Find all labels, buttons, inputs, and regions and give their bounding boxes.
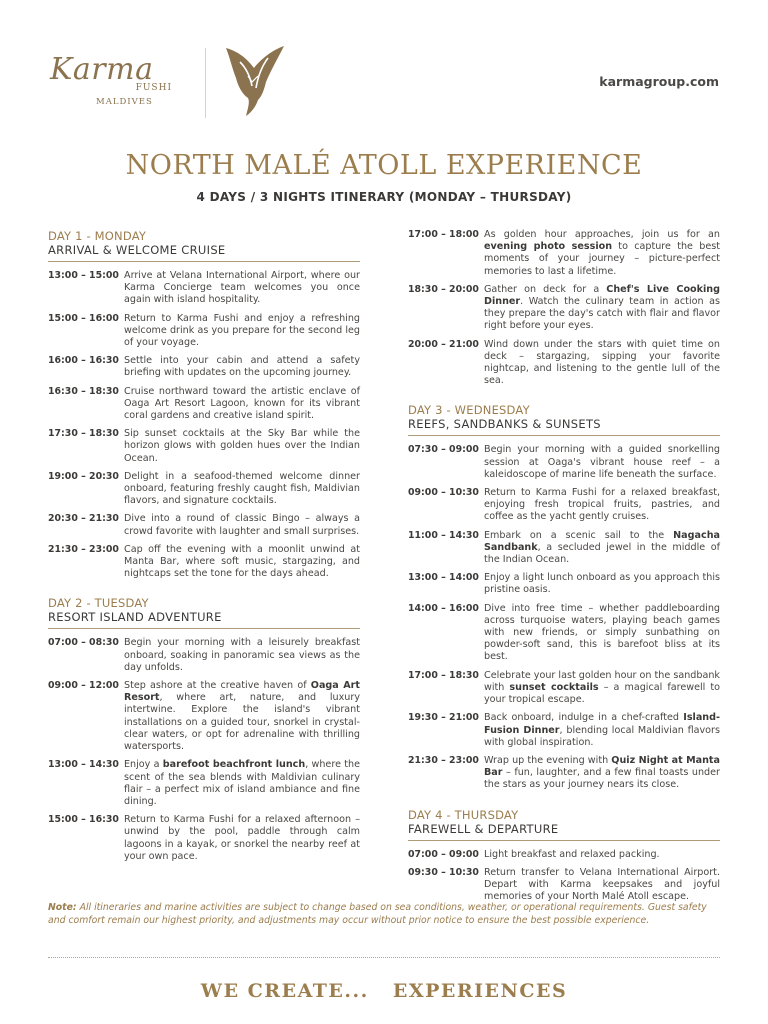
- itinerary-row: [408, 487, 720, 524]
- itinerary-row: [408, 339, 720, 388]
- description-text: Celebrate your last golden hour on the sandbank with: [484, 669, 720, 693]
- day-subtitle: RESORT ISLAND ADVENTURE: [48, 610, 222, 625]
- itinerary-time: 13:00 – 14:30: [48, 759, 119, 771]
- description-text: Gather on deck for a: [484, 283, 607, 295]
- itinerary-row: [48, 544, 360, 581]
- itinerary-row: [408, 572, 720, 596]
- day-subtitle: FAREWELL & DEPARTURE: [408, 821, 559, 836]
- itinerary-time: 20:30 – 21:30: [48, 513, 119, 525]
- description-text: Embark on a scenic sail to the: [484, 529, 674, 541]
- itinerary-row: [48, 637, 360, 674]
- description-text: Sip sunset cocktails at the Sky Bar while the horizon glows with golden hues over the Indian Ocean.: [124, 428, 360, 464]
- itinerary-time: 11:00 – 14:30: [408, 529, 479, 541]
- description-text: Delight in a seafood-themed welcome dinner onboard, featuring freshly caught fish, Maldivian flavors, and signature cocktails.: [124, 470, 360, 507]
- description-text: Dive into a round of classic Bingo – always a crowd favorite with laughter and small surprises.: [124, 513, 360, 537]
- itinerary-row: [48, 270, 360, 307]
- page-subtitle: 4 DAYS / 3 NIGHTS ITINERARY (MONDAY – THURSDAY): [196, 190, 572, 204]
- description-text: to capture the best moments of your journey – picture-perfect memories to last a lifetime.: [484, 241, 720, 277]
- day-title: DAY 3 - WEDNESDAY: [408, 403, 530, 418]
- description-text: Light breakfast and relaxed packing.: [484, 848, 660, 860]
- itinerary-row: [408, 603, 720, 664]
- disclaimer-note: [48, 902, 720, 927]
- note-label: Note:: [48, 902, 77, 913]
- itinerary-row: [408, 229, 720, 278]
- description-highlight: barefoot beachfront lunch: [162, 759, 306, 771]
- manta-ray-icon: [218, 42, 290, 118]
- itinerary-time: 15:00 – 16:00: [48, 312, 119, 324]
- itinerary-time: 13:00 – 15:00: [48, 270, 119, 281]
- itinerary-time: 17:30 – 18:30: [48, 428, 119, 440]
- description-highlight: sunset cocktails: [509, 681, 599, 693]
- itinerary-row: [48, 313, 360, 350]
- description-text: Cruise northward toward the artistic enclave of Oaga Art Resort Lagoon, known for its vibrant coral gardens and creative island spirit.: [124, 385, 360, 422]
- itinerary-time: 13:00 – 14:00: [408, 572, 479, 584]
- description-text: – a magical farewell to your tropical escape.: [484, 681, 720, 706]
- itinerary-description: [484, 849, 720, 861]
- description-highlight: Quiz Night at Manta Bar: [484, 754, 720, 779]
- description-text: , where art, nature, and luxury intertwine. Explore the island's vibrant installations on a guided tour, snorkel in crystal-clear waters, or opt for adrenaline with thrilling watersports.: [124, 692, 360, 753]
- description-text: Cap off the evening with a moonlit unwind at Manta Bar, where soft music, stargazing, and nightcaps set the tone for the days ahead.: [124, 543, 360, 580]
- itinerary-time: 15:00 – 16:30: [48, 814, 119, 826]
- itinerary-description: [124, 386, 360, 423]
- itinerary-row: [48, 386, 360, 423]
- brand-location: MALDIVES: [96, 97, 153, 107]
- itinerary-time: 07:00 – 09:00: [408, 848, 479, 860]
- description-text: Back onboard, indulge in a chef-crafted: [484, 712, 684, 724]
- itinerary-description: [484, 670, 720, 707]
- day-title: DAY 1 - MONDAY: [48, 229, 147, 243]
- day-header: [48, 596, 360, 629]
- description-text: Enjoy a light lunch onboard as you approach this pristine oasis.: [484, 572, 720, 596]
- description-text: , where the scent of the sea blends with Maldivian culinary flair – a perfect mix of island ambiance and fine dining.: [124, 759, 360, 807]
- itinerary-description: [124, 471, 360, 508]
- itinerary-row: [48, 513, 360, 537]
- itinerary-description: [484, 487, 720, 524]
- description-highlight: Island-Fusion Dinner: [484, 712, 720, 736]
- itinerary-time: 18:30 – 20:00: [408, 283, 479, 295]
- tagline-left: WE CREATE...: [200, 980, 369, 1002]
- page-title: NORTH MALÉ ATOLL EXPERIENCE: [125, 150, 643, 181]
- description-text: Step ashore at the creative haven of: [124, 680, 311, 692]
- description-text: Dive into free time – whether paddleboarding across turquoise waters, playing beach games with new friends, or simply sunbathing on powder-soft sand, this is barefoot bliss at its best.: [484, 602, 720, 663]
- itinerary-time: 19:00 – 20:30: [48, 470, 119, 482]
- itinerary-description: [124, 313, 360, 350]
- day-header: [408, 403, 720, 436]
- description-text: . Watch the culinary team in action as they prepare the day's catch with flair and flavor right before your eyes.: [484, 296, 720, 332]
- description-text: Arrive at Velana International Airport, where our Karma Concierge team welcomes you once again with island hospitality.: [124, 270, 360, 306]
- dotted-divider: [48, 957, 720, 958]
- itinerary-time: 16:00 – 16:30: [48, 355, 119, 367]
- description-text: Return to Karma Fushi for a relaxed breakfast, enjoying fresh tropical fruits, pastries, and coffee as the yacht gently cruises.: [484, 487, 720, 523]
- day-header: [48, 229, 360, 262]
- itinerary-description: [484, 572, 720, 596]
- itinerary-row: [48, 680, 360, 753]
- description-text: Settle into your cabin and attend a safety briefing with updates on the upcoming journey.: [124, 355, 360, 379]
- itinerary-time: 09:30 – 10:30: [408, 866, 479, 878]
- itinerary-row: [48, 759, 360, 808]
- itinerary-description: [484, 284, 720, 333]
- description-text: Return transfer to Velana International Airport. Depart with Karma keepsakes and joyful memories of your North Malé Atoll escape.: [484, 866, 720, 903]
- itinerary-description: [124, 428, 360, 465]
- itinerary-row: [408, 849, 720, 861]
- description-highlight: Oaga Art Resort: [124, 680, 361, 704]
- itinerary-description: [124, 544, 360, 581]
- itinerary-time: 07:00 – 08:30: [48, 637, 119, 649]
- tagline-right: EXPERIENCES: [392, 980, 568, 1002]
- itinerary-row: [408, 530, 720, 567]
- description-text: Enjoy a: [124, 759, 163, 771]
- itinerary-time: 14:00 – 16:00: [408, 602, 479, 614]
- itinerary-time: 17:00 – 18:30: [408, 669, 479, 681]
- description-text: Return to Karma Fushi and enjoy a refreshing welcome drink as you prepare for the second leg of your voyage.: [124, 312, 360, 349]
- itinerary-row: [48, 355, 360, 379]
- footer-tagline: [0, 980, 768, 1002]
- day-header: [408, 808, 720, 841]
- itinerary-description: [484, 867, 720, 904]
- brand-sub: FUSHI: [135, 83, 172, 93]
- website-link[interactable]: karmagroup.com: [599, 74, 719, 89]
- description-text: Begin your morning with a leisurely breakfast onboard, soaking in panoramic sea views as the day unfolds.: [124, 637, 360, 673]
- brand-name: Karma: [50, 52, 154, 87]
- brand-logo: [50, 52, 190, 107]
- itinerary-time: 21:30 – 23:00: [408, 754, 479, 766]
- day-subtitle: REEFS, SANDBANKS & SUNSETS: [408, 417, 601, 432]
- itinerary-description: [124, 513, 360, 537]
- itinerary-description: [484, 755, 720, 792]
- description-highlight: evening photo session: [484, 241, 613, 253]
- itinerary-time: 07:30 – 09:00: [408, 444, 479, 456]
- itinerary-time: 20:00 – 21:00: [408, 338, 479, 350]
- itinerary-row: [408, 444, 720, 481]
- itinerary-description: [484, 339, 720, 388]
- note-text: All itineraries and marine activities are subject to change based on sea conditions, weather, or operational requirements. Guest safety and comfort remain our highest priority, and adjustments may occur without prior notice to ensure the best possible experience.: [48, 902, 707, 926]
- day-title: DAY 2 - TUESDAY: [48, 596, 149, 611]
- itinerary-row: [48, 814, 360, 863]
- itinerary-description: [124, 637, 360, 674]
- itinerary-row: [48, 471, 360, 508]
- itinerary-description: [484, 712, 720, 749]
- description-text: , blending local Maldivian flavors with global inspiration.: [484, 724, 720, 748]
- itinerary-row: [408, 670, 720, 707]
- description-text: As golden hour approaches, join us for an: [484, 229, 720, 240]
- itinerary-row: [408, 755, 720, 792]
- itinerary-time: 21:30 – 23:00: [48, 543, 119, 555]
- itinerary-time: 09:00 – 12:00: [48, 680, 119, 692]
- logo-divider: [205, 48, 206, 118]
- itinerary-row: [408, 867, 720, 904]
- itinerary-description: [124, 270, 360, 307]
- day-title: DAY 4 - THURSDAY: [408, 807, 519, 822]
- itinerary-description: [124, 759, 360, 808]
- itinerary-description: [484, 444, 720, 481]
- itinerary-description: [484, 530, 720, 567]
- description-text: Wind down under the stars with quiet time on deck – stargazing, sipping your favorite nightcap, and listening to the gentle lull of the sea.: [484, 338, 720, 387]
- itinerary-description: [484, 229, 720, 278]
- itinerary-row: [48, 428, 360, 465]
- itinerary-row: [408, 712, 720, 749]
- itinerary-time: 09:00 – 10:30: [408, 487, 479, 499]
- itinerary-description: [124, 355, 360, 379]
- description-text: , a secluded jewel in the middle of the Indian Ocean.: [484, 541, 720, 566]
- description-highlight: Chef's Live Cooking Dinner: [484, 283, 721, 308]
- description-text: Wrap up the evening with: [484, 754, 612, 766]
- itinerary-description: [484, 603, 720, 664]
- itinerary-time: 17:00 – 18:00: [408, 229, 479, 240]
- itinerary-description: [124, 814, 360, 863]
- description-text: Return to Karma Fushi for a relaxed afternoon – unwind by the pool, paddle through calm lagoons in a kayak, or snorkel the nearby reef at your own pace.: [124, 814, 360, 862]
- description-highlight: Nagacha Sandbank: [484, 529, 720, 553]
- description-text: Begin your morning with a guided snorkelling session at Oaga's vibrant house reef – a kaleidoscope of marine life beneath the surface.: [484, 444, 720, 480]
- left-column: [48, 229, 360, 869]
- itinerary-time: 16:30 – 18:30: [48, 385, 119, 397]
- itinerary-description: [124, 680, 360, 753]
- itinerary-time: 19:30 – 21:00: [408, 712, 479, 724]
- day-subtitle: ARRIVAL & WELCOME CRUISE: [48, 243, 226, 257]
- itinerary-row: [408, 284, 720, 333]
- right-column: [408, 229, 720, 909]
- description-text: – fun, laughter, and a few final toasts under the stars as your journey nears its close.: [484, 767, 720, 791]
